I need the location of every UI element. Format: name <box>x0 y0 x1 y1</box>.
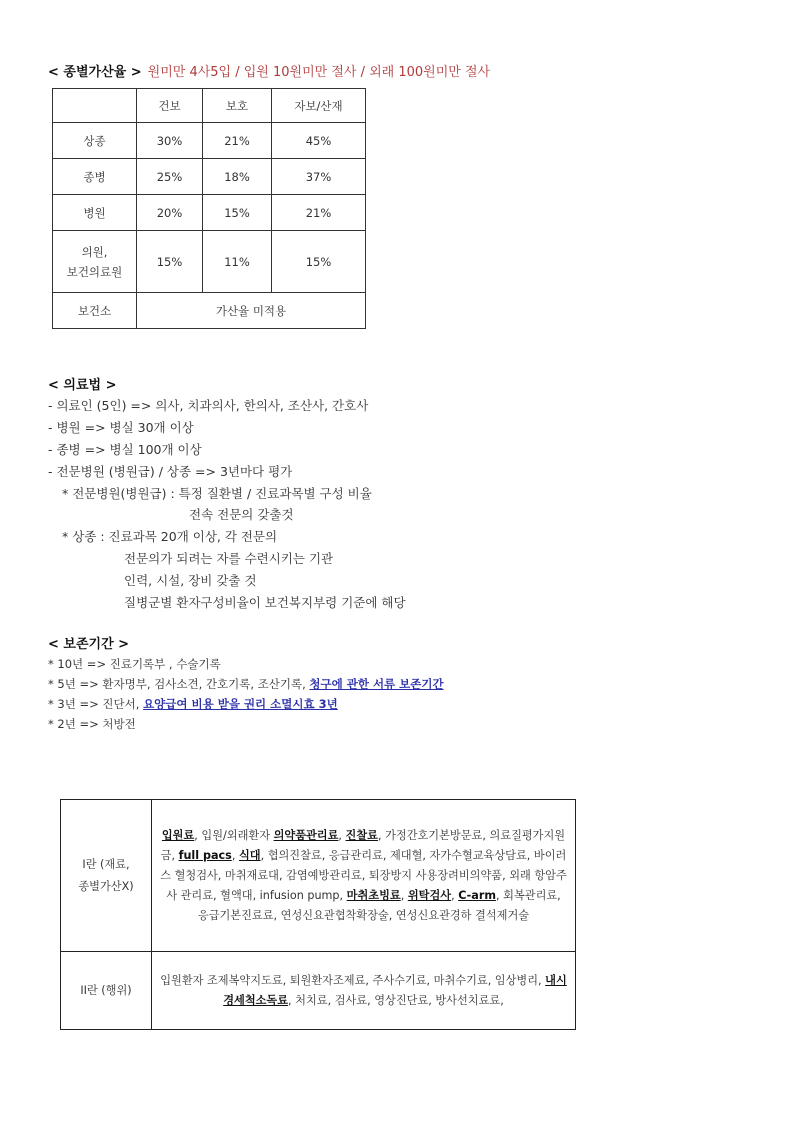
medical-law-line: - 종병 => 병실 100개 이상 <box>48 442 202 457</box>
retention-link[interactable]: 요양급여 비용 받을 권리 소멸시효 3년 <box>143 697 338 711</box>
fee-item-emphasis: 의약품관리료 <box>273 828 339 842</box>
rate-row-label <box>53 231 137 293</box>
rate-cell: 15% <box>137 231 203 293</box>
rate-table-header-cell <box>53 89 137 123</box>
medical-law-line: * 전문병원(병원급) : 특정 질환별 / 진료과목별 구성 비율 <box>62 486 372 501</box>
rate-table-last-row <box>53 293 366 329</box>
rate-row-label: 보건소 <box>53 293 137 329</box>
fee-items-text: , 가정간호기본방문료, 의료질평가지원금, <box>160 828 566 862</box>
rate-row-label-line: 보건의료원 <box>66 264 123 279</box>
rate-table-header-cell: 자보/산재 <box>272 89 366 123</box>
fee-class-content <box>152 800 576 952</box>
medical-law-line: - 전문병원 (병원급) / 상종 => 3년마다 평가 <box>48 464 293 479</box>
medical-law-line: 전문의가 되려는 자를 수련시키는 기관 <box>124 551 334 566</box>
fee-item-emphasis: 식대 <box>238 848 261 862</box>
fee-items-text: , 협의진찰료, 응급관리료, 제대혈, 자가수혈교육상담료, 바이러스 혈청검사, 마취재료대, 감염예방관리료, 퇴장방지 사용장려비의약품, 외래 항암주사 관리료, 혈액대, infusion pump, <box>160 848 567 902</box>
retention-text: * 2년 => 처방전 <box>48 717 136 731</box>
retention-link[interactable]: 청구에 관한 서류 보존기간 <box>309 677 444 691</box>
fee-item-emphasis: 위탁검사 <box>407 888 452 902</box>
retention-text: * 10년 => 진료기록부 , 수술기록 <box>48 657 221 671</box>
fee-class-content <box>152 952 576 1030</box>
rate-cell: 20% <box>137 195 203 231</box>
rate-cell: 45% <box>272 123 366 159</box>
fee-items-text: 입원환자 조제복약지도료, 퇴원환자조제료, 주사수기료, 마취수기료, 임상병리, <box>160 973 546 987</box>
medical-law-line: 인력, 시설, 장비 갖출 것 <box>124 573 257 588</box>
medical-law-heading: < 의료법 > <box>48 378 117 393</box>
rate-cell: 21% <box>203 123 272 159</box>
fee-class-table <box>60 799 576 1030</box>
rate-table-row <box>53 159 366 195</box>
rate-table <box>52 88 366 329</box>
rate-section-heading <box>48 61 490 80</box>
retention-text: * 5년 => 환자명부, 검사소견, 간호기록, 조산기록, <box>48 677 310 691</box>
rate-cell: 15% <box>203 195 272 231</box>
retention-item <box>48 676 444 692</box>
fee-items-text: , 회복관리료, 응급기본진료료, 연성신요관협착확장술, 연성신요관경하 결석제거술 <box>197 888 561 922</box>
fee-items-text: , 입원/외래환자 <box>194 828 274 842</box>
fee-class-label <box>61 800 152 952</box>
fee-class-label-line: I란 (재료, <box>82 857 130 871</box>
fee-item-emphasis: 내시경세척소독료 <box>223 973 567 1007</box>
rate-cell: 30% <box>137 123 203 159</box>
rate-section-title: < 종별가산율 > <box>48 65 142 80</box>
rate-cell: 25% <box>137 159 203 195</box>
rate-cell: 18% <box>203 159 272 195</box>
rate-merged-cell: 가산율 미적용 <box>137 293 366 329</box>
rate-table-row <box>53 123 366 159</box>
fee-class-row <box>61 952 576 1030</box>
rounding-rule-note: 원미만 4사5입 / 입원 10원미만 절사 / 외래 100원미만 절사 <box>147 65 491 80</box>
medical-law-line: - 의료인 (5인) => 의사, 치과의사, 한의사, 조산사, 간호사 <box>48 398 369 413</box>
rate-cell: 37% <box>272 159 366 195</box>
rate-table-header-row <box>53 89 366 123</box>
fee-item-emphasis: 진찰료 <box>345 828 378 842</box>
rate-cell: 21% <box>272 195 366 231</box>
rate-row-label: 병원 <box>53 195 137 231</box>
medical-law-line: 질병군별 환자구성비율이 보건복지부령 기준에 해당 <box>124 595 406 610</box>
fee-class-row <box>61 800 576 952</box>
fee-item-emphasis: 마취초빙료 <box>346 888 401 902</box>
fee-item-emphasis: C-arm <box>458 888 497 902</box>
rate-cell: 11% <box>203 231 272 293</box>
retention-item <box>48 716 136 732</box>
retention-heading: < 보존기간 > <box>48 637 130 652</box>
fee-items-text: , <box>338 828 346 842</box>
fee-class-label-line: 종별가산X) <box>78 879 134 893</box>
medical-law-line: 전속 전문의 갖출것 <box>189 507 294 522</box>
retention-text: * 3년 => 진단서, <box>48 697 144 711</box>
fee-class-label: II란 (행위) <box>61 952 152 1030</box>
fee-items-text: , <box>400 888 408 902</box>
fee-items-text: , 처치료, 검사료, 영상진단료, 방사선치료료, <box>288 993 504 1007</box>
rate-row-label: 상종 <box>53 123 137 159</box>
fee-items-text: , <box>451 888 459 902</box>
rate-cell: 15% <box>272 231 366 293</box>
rate-table-header-cell: 건보 <box>137 89 203 123</box>
rate-row-label: 종병 <box>53 159 137 195</box>
rate-table-header-cell: 보호 <box>203 89 272 123</box>
medical-law-line: * 상종 : 진료과목 20개 이상, 각 전문의 <box>62 529 278 544</box>
retention-item <box>48 696 338 712</box>
rate-table-row <box>53 231 366 293</box>
fee-item-emphasis: 입원료 <box>161 828 195 842</box>
rate-row-label-line: 의원, <box>81 244 108 259</box>
fee-items-text: , <box>231 848 239 862</box>
retention-item <box>48 656 221 672</box>
medical-law-line: - 병원 => 병실 30개 이상 <box>48 420 194 435</box>
fee-item-emphasis: full pacs <box>178 848 232 862</box>
rate-table-row <box>53 195 366 231</box>
